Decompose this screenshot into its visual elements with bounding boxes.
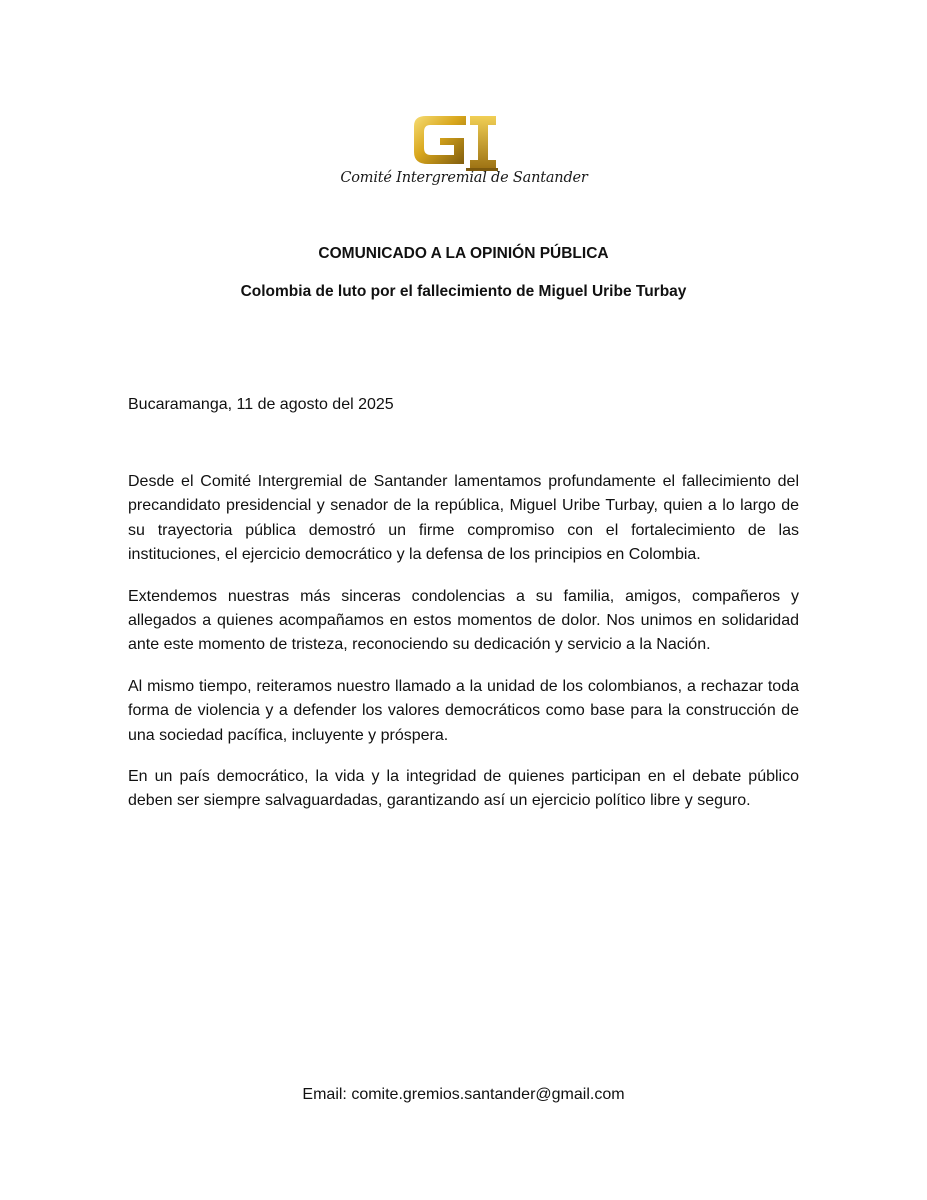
ci-logo-mark (410, 112, 500, 174)
statement-body (128, 470, 799, 831)
paragraph: Desde el Comité Intergremial de Santander lamentamos profundamente el fallecimiento del precandidato presidencial y senador de la república, Miguel Uribe Turbay, quien a lo largo de su trayectoria pública demostró un firme compromiso con el fortalecimiento de las instituciones, el ejercicio democrático y la defensa de los principios en Colombia. (128, 473, 799, 564)
dateline: Bucaramanga, 11 de agosto del 2025 (128, 396, 394, 413)
logo (340, 108, 588, 190)
paragraph: Extendemos nuestras más sinceras condolencias a su familia, amigos, compañeros y allegados a quienes acompañamos en estos momentos de dolor. Nos unimos en solidaridad ante este momento de tristeza, reconociendo su dedicación y servicio a la Nación. (128, 587, 799, 654)
footer-email: Email: comite.gremios.santander@gmail.com (302, 1086, 625, 1103)
page-subtitle: Colombia de luto por el fallecimiento de Miguel Uribe Turbay (240, 283, 687, 300)
paragraph: En un país democrático, la vida y la integridad de quienes participan en el debate público deben ser siempre salvaguardadas, garantizando así un ejercicio político libre y seguro. (128, 768, 799, 810)
logo-text: Comité Intergremial de Santander (340, 170, 588, 186)
paragraph: Al mismo tiempo, reiteramos nuestro llamado a la unidad de los colombianos, a rechazar toda forma de violencia y a defender los valores democráticos como base para la construcción de una sociedad pacífica, incluyente y próspera. (128, 677, 799, 744)
page-title: COMUNICADO A LA OPINIÓN PÚBLICA (318, 245, 609, 262)
